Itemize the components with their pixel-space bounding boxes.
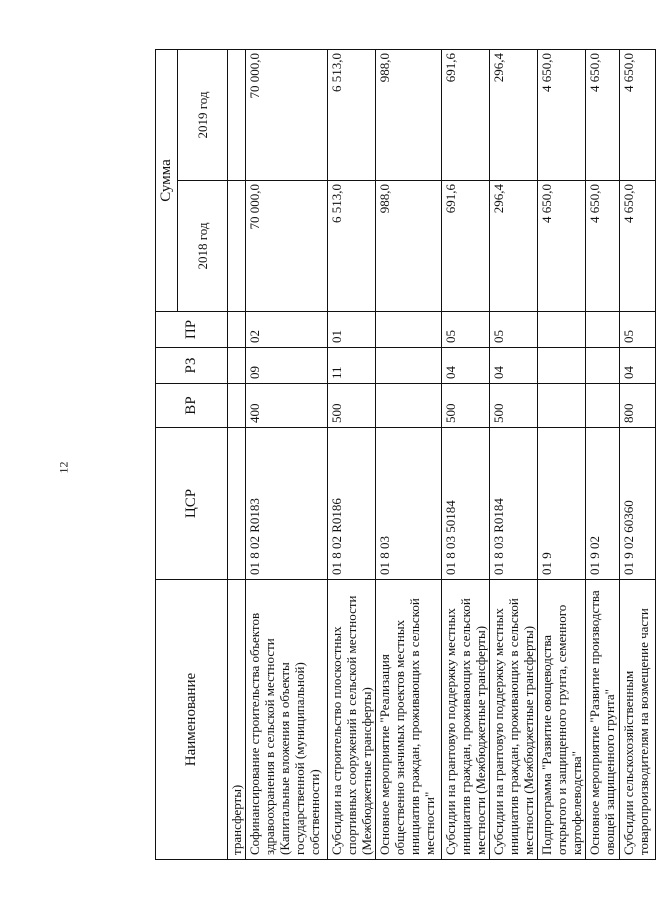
- cell-name: трансферты): [228, 580, 246, 860]
- cell-2019: 988,0: [376, 49, 442, 180]
- cell-pr: [586, 312, 620, 348]
- cell-vr: 500: [328, 384, 376, 428]
- cell-pr: 05: [442, 312, 490, 348]
- cell-vr: [228, 384, 246, 428]
- cell-rz: 04: [442, 348, 490, 384]
- page-number: 12: [56, 461, 71, 474]
- cell-2019: 691,6: [442, 49, 490, 180]
- cell-2018: 6 513,0: [328, 181, 376, 312]
- cell-vr: 800: [620, 384, 656, 428]
- header-2018: 2018 год: [178, 181, 228, 312]
- budget-table: [155, 49, 656, 860]
- cell-2019: 70 000,0: [246, 49, 328, 180]
- cell-name: Субсидии на грантовую поддержку местных инициатив граждан, проживающих в сельской местности (Межбюджетные трансферты): [442, 580, 490, 860]
- cell-pr: [228, 312, 246, 348]
- cell-pr: 01: [328, 312, 376, 348]
- cell-pr: [376, 312, 442, 348]
- cell-name: Субсидии на строительство плоскостных спортивных сооружений в сельской местности (Межбюджетные трансферты): [328, 580, 376, 860]
- cell-pr: 05: [490, 312, 538, 348]
- cell-csr: 01 8 03 R0184: [490, 428, 538, 580]
- cell-name: Субсидии сельскохозяйственным товаропроизводителям на возмещение части: [620, 580, 656, 860]
- cell-csr: 01 9: [538, 428, 586, 580]
- cell-csr: 01 8 03 50184: [442, 428, 490, 580]
- table-row: [328, 49, 376, 859]
- cell-name: Основное мероприятие "Развитие производства овощей защищенного грунта": [586, 580, 620, 860]
- table-row: [442, 49, 490, 859]
- table-row: [538, 49, 586, 859]
- cell-2018: 4 650,0: [620, 181, 656, 312]
- cell-rz: [586, 348, 620, 384]
- cell-rz: [538, 348, 586, 384]
- cell-2019: 6 513,0: [328, 49, 376, 180]
- table-row: [376, 49, 442, 859]
- cell-2019: 296,4: [490, 49, 538, 180]
- cell-csr: 01 8 03: [376, 428, 442, 580]
- cell-2018: 691,6: [442, 181, 490, 312]
- cell-csr: 01 9 02: [586, 428, 620, 580]
- table-row: [490, 49, 538, 859]
- cell-csr: 01 9 02 60360: [620, 428, 656, 580]
- header-csr: ЦСР: [156, 428, 228, 580]
- table-row: [620, 49, 656, 859]
- header-pr: ПР: [156, 312, 228, 348]
- cell-name: Субсидии на грантовую поддержку местных инициатив граждан, проживающих в сельской местности (Межбюджетные трансферты): [490, 580, 538, 860]
- table-row: [228, 49, 246, 859]
- cell-2019: 4 650,0: [586, 49, 620, 180]
- cell-vr: [538, 384, 586, 428]
- cell-vr: 400: [246, 384, 328, 428]
- cell-2018: 988,0: [376, 181, 442, 312]
- cell-2019: 4 650,0: [620, 49, 656, 180]
- cell-2018: 296,4: [490, 181, 538, 312]
- cell-rz: [376, 348, 442, 384]
- header-2019: 2019 год: [178, 49, 228, 180]
- cell-rz: 04: [490, 348, 538, 384]
- rotated-table-wrapper: [155, 50, 651, 860]
- cell-2018: 70 000,0: [246, 181, 328, 312]
- cell-name: Подпрограмма "Развитие овощеводства открытого и защищенного грунта, семенного картофелеводства": [538, 580, 586, 860]
- cell-rz: 04: [620, 348, 656, 384]
- cell-2018: [228, 181, 246, 312]
- header-vr: ВР: [156, 384, 228, 428]
- cell-vr: [586, 384, 620, 428]
- header-name: Наименование: [156, 580, 228, 860]
- cell-2019: [228, 49, 246, 180]
- cell-name: Софинансирование строительства объектов здравоохранения в сельской местности (Капитальные вложения в объекты государственной (муниципальной) собственности): [246, 580, 328, 860]
- cell-rz: [228, 348, 246, 384]
- cell-pr: [538, 312, 586, 348]
- cell-vr: 500: [490, 384, 538, 428]
- cell-csr: 01 8 02 R0186: [328, 428, 376, 580]
- cell-vr: 500: [442, 384, 490, 428]
- header-sum: Сумма: [156, 49, 178, 311]
- cell-rz: 09: [246, 348, 328, 384]
- cell-pr: 05: [620, 312, 656, 348]
- header-rz: РЗ: [156, 348, 228, 384]
- table-row: [586, 49, 620, 859]
- cell-2018: 4 650,0: [586, 181, 620, 312]
- cell-vr: [376, 384, 442, 428]
- cell-name: Основное мероприятие "Реализация общественно значимых проектов местных инициатив граждан, проживающих в сельской местности": [376, 580, 442, 860]
- cell-pr: 02: [246, 312, 328, 348]
- cell-rz: 11: [328, 348, 376, 384]
- cell-csr: 01 8 02 R0183: [246, 428, 328, 580]
- cell-2019: 4 650,0: [538, 49, 586, 180]
- cell-2018: 4 650,0: [538, 181, 586, 312]
- table-row: [246, 49, 328, 859]
- cell-csr: [228, 428, 246, 580]
